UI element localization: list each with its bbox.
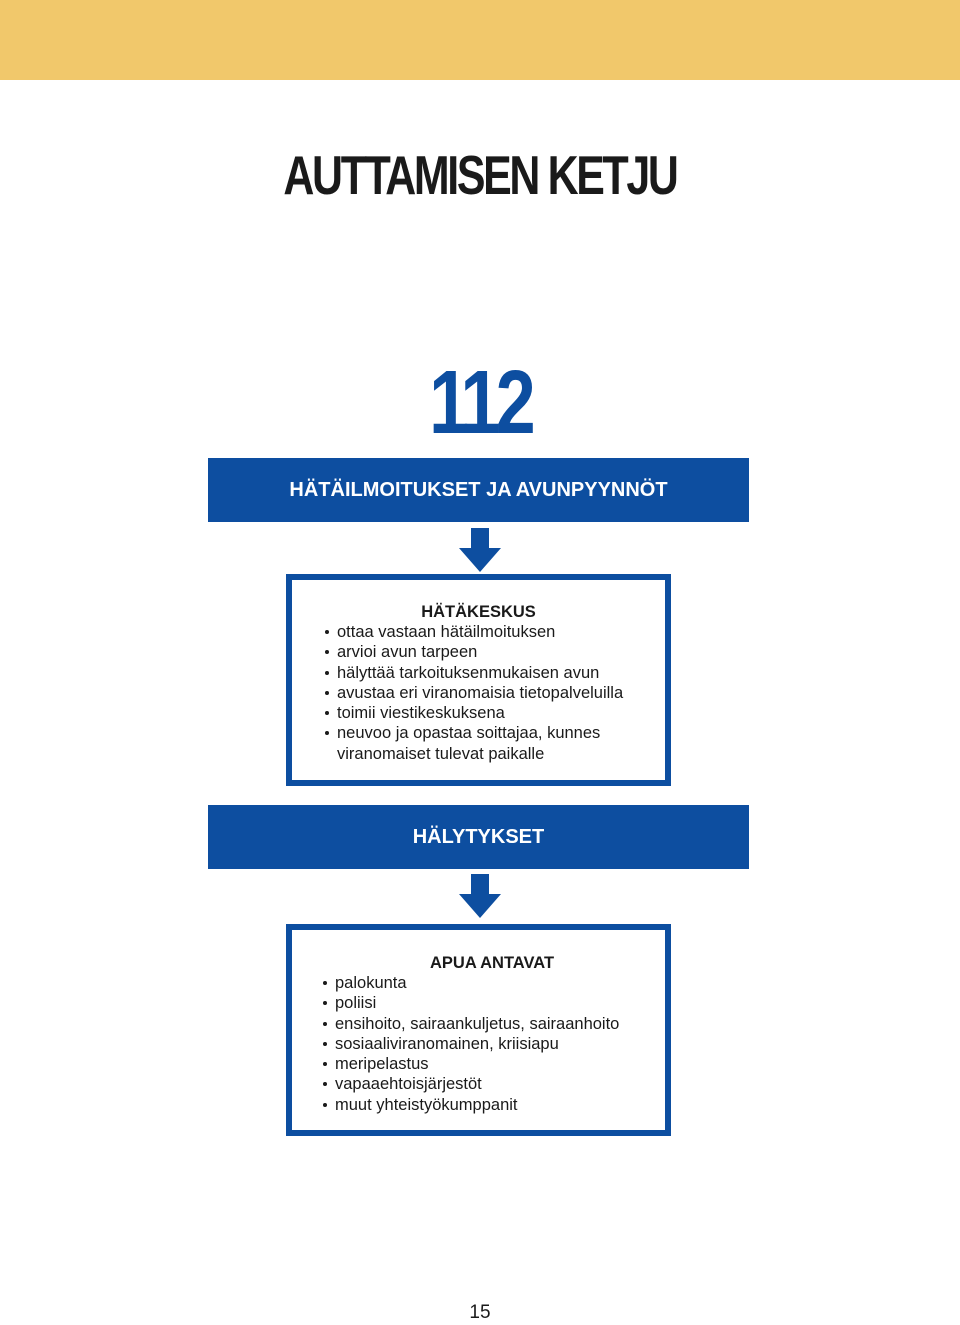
helpers-list: [320, 973, 665, 1115]
list-item: poliisi: [320, 993, 665, 1013]
helpers-title: APUA ANTAVAT: [430, 954, 555, 972]
list-item: hälyttää tarkoituksenmukaisen avun: [322, 663, 665, 683]
banner-alerts: [208, 805, 749, 869]
list-item: neuvoo ja opastaa soittajaa, kunnes viranomaiset tulevat paikalle: [322, 723, 642, 764]
list-item: muut yhteistyökumppanit: [320, 1095, 665, 1115]
list-item: ensihoito, sairaankuljetus, sairaanhoito: [320, 1014, 665, 1034]
banner-alerts-label: HÄLYTYKSET: [412, 825, 545, 848]
list-item: vapaaehtoisjärjestöt: [320, 1074, 665, 1094]
emergency-centre-box: [286, 574, 671, 786]
list-item: arvioi avun tarpeen: [322, 642, 665, 662]
emergency-number: 112: [429, 353, 531, 453]
helpers-box: [286, 924, 671, 1136]
banner-emergency-calls-label: HÄTÄILMOITUKSET JA AVUNPYYNNÖT: [289, 478, 668, 501]
down-arrow-icon: [459, 528, 501, 572]
list-item: avustaa eri viranomaisia tietopalveluilla: [322, 683, 665, 703]
list-item: meripelastus: [320, 1054, 665, 1074]
page-title: AUTTAMISEN KETJU: [283, 144, 677, 206]
header-band: [0, 0, 960, 80]
banner-emergency-calls: [208, 458, 749, 522]
down-arrow-icon: [459, 874, 501, 918]
list-item: sosiaaliviranomainen, kriisiapu: [320, 1034, 665, 1054]
list-item: toimii viestikeskuksena: [322, 703, 665, 723]
page-number: 15: [469, 1302, 491, 1323]
emergency-centre-list: [322, 622, 665, 764]
list-item: ottaa vastaan hätäilmoituksen: [322, 622, 665, 642]
emergency-centre-title: HÄTÄKESKUS: [421, 603, 536, 621]
list-item: palokunta: [320, 973, 665, 993]
